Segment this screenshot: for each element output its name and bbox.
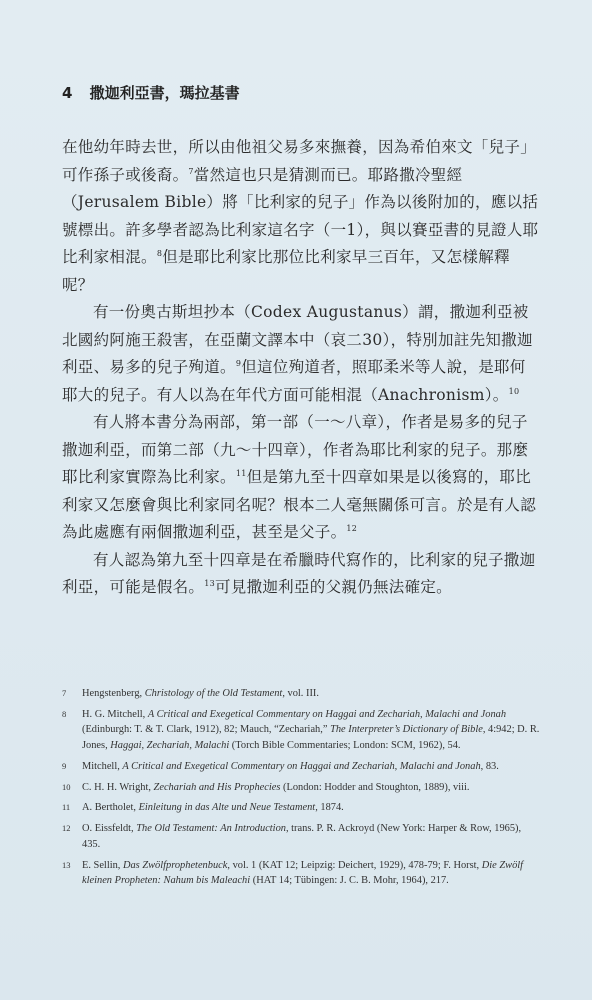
text-run: C. H. H. Wright, [82, 781, 154, 793]
footnote [62, 780, 540, 795]
italic-title: A Critical and Exegetical Commentary on Haggai and Zechariah, Malachi and Jonah [147, 708, 507, 720]
running-title: 撒迦利亞書，瑪拉基書 [89, 84, 240, 102]
text-run: 有一份奧古斯坦抄本（Codex Augustanus）謂，撒迦利亞被北國約阿施王殺害，在亞蘭文譯本中（哀二30），特別加註先知撒迦利亞、易多的兒子殉道。 [62, 303, 533, 376]
footnote [62, 686, 540, 701]
italic-title: Christology of the Old Testament [144, 688, 283, 699]
text-run: A. Bertholet, [82, 802, 139, 814]
footnote [62, 858, 540, 889]
footnote-ref: 8 [156, 248, 163, 258]
footnote [62, 821, 540, 852]
italic-title: The Interpreter’s Dictionary of Bible [330, 724, 483, 736]
footnote [62, 707, 540, 753]
footnote-ref: 13 [204, 578, 215, 588]
text-run: Mitchell, [82, 760, 123, 772]
body-paragraph [62, 299, 540, 409]
body-paragraph [62, 409, 540, 547]
body-paragraph [62, 134, 540, 299]
text-run: 有人將本書分為兩部，第一部（一～八章），作者是易多的兒子撒迦利亞，而第二部（九～十四章），作者為耶比利家的兒子。那麼耶比利家實際為比利家。 [62, 413, 529, 486]
text-run: , 83. [480, 760, 499, 772]
text-run: 但是第九至十四章如果是以後寫的，耶比利家又怎麼會與比利家同名呢？根本二人毫無關係可言。於是有人認為此處應有兩個撒迦利亞，甚至是父子。 [62, 468, 537, 541]
text-run: , trans. P. R. Ackroyd (New York: Harper & Row, 1965), 435. [82, 823, 522, 850]
text-run: (London: Hodder and Stoughton, 1889), viii. [280, 781, 470, 793]
italic-title: Die Zwölf kleinen Propheten: Nahum bis Maleachi [82, 859, 524, 887]
text-run: (HAT 14; Tübingen: J. C. B. Mohr, 1964), 217. [250, 875, 449, 887]
text-run: , 1874. [315, 802, 344, 814]
text-run: H. G. Mitchell, [82, 708, 148, 720]
footnote-number: 7 [62, 688, 67, 698]
footnote-ref: 11 [235, 468, 247, 478]
text-run: 但是耶比利家比那位比利家早三百年，又怎樣解釋呢？ [62, 248, 510, 294]
italic-title: A Critical and Exegetical Commentary on Haggai and Zechariah, Malachi and Jonah [122, 760, 481, 772]
text-run: 當然這也只是猜測而已。耶路撒冷聖經（Jerusalem Bible）將「比利家的兒子」作為以後附加的，應以括號標出。許多學者認為比利家這名字（一1），與以賽亞書的見證人耶比利家相混。 [62, 165, 539, 266]
footnote-ref: 10 [508, 386, 520, 396]
text-run: 在他幼年時去世，所以由他祖父易多來撫養，因為希伯來文「兒子」可作孫子或後裔。 [62, 138, 537, 184]
text-run: E. Sellin, [82, 859, 123, 871]
text-run: 但這位殉道者，照耶柔米等人說，是耶何耶大的兒子。有人以為在年代方面可能相混（Anachronism）。 [62, 358, 526, 404]
page-number: 4 [62, 84, 73, 102]
footnote-ref: 12 [346, 523, 358, 533]
footnote-number: 8 [62, 708, 67, 719]
footnote-ref: 7 [188, 166, 194, 176]
text-run: Hengstenberg, [82, 688, 145, 699]
footnote [62, 759, 540, 774]
italic-title: The Old Testament: An Introduction [136, 823, 286, 835]
text-run: , vol. III. [282, 688, 319, 699]
footnote-number: 10 [62, 781, 71, 792]
footnote-ref: 9 [235, 358, 242, 368]
text-run: O. Eissfeldt, [82, 823, 137, 835]
text-run: 可見撒迦利亞的父親仍無法確定。 [214, 578, 452, 596]
text-run: 有人認為第九至十四章是在希臘時代寫作的，比利家的兒子撒迦利亞，可能是假名。 [62, 550, 536, 596]
main-text [62, 134, 540, 602]
italic-title: Das Zwölfprophetenbuck [122, 859, 228, 871]
running-header [62, 82, 240, 103]
italic-title: Einleitung in das Alte und Neue Testament [138, 802, 316, 814]
footnotes [62, 686, 540, 894]
italic-title: Haggai, Zechariah, Malachi [110, 739, 230, 751]
text-run: (Edinburgh: T. & T. Clark, 1912), 82; Mauch, “Zechariah,” [82, 724, 331, 736]
text-run: , vol. 1 (KAT 12; Leipzig: Deichert, 1929), 478-79; F. Horst, [227, 859, 482, 871]
footnote-number: 12 [62, 823, 71, 834]
text-run: , 4:942; D. R. Jones, [82, 724, 540, 751]
footnote-number: 11 [62, 802, 71, 813]
footnote-number: 13 [62, 859, 71, 870]
text-run: (Torch Bible Commentaries; London: SCM, 1962), 54. [229, 739, 461, 751]
footnote [62, 800, 540, 815]
italic-title: Zechariah and His Prophecies [153, 781, 281, 793]
body-paragraph [62, 547, 540, 602]
footnote-number: 9 [62, 760, 67, 771]
